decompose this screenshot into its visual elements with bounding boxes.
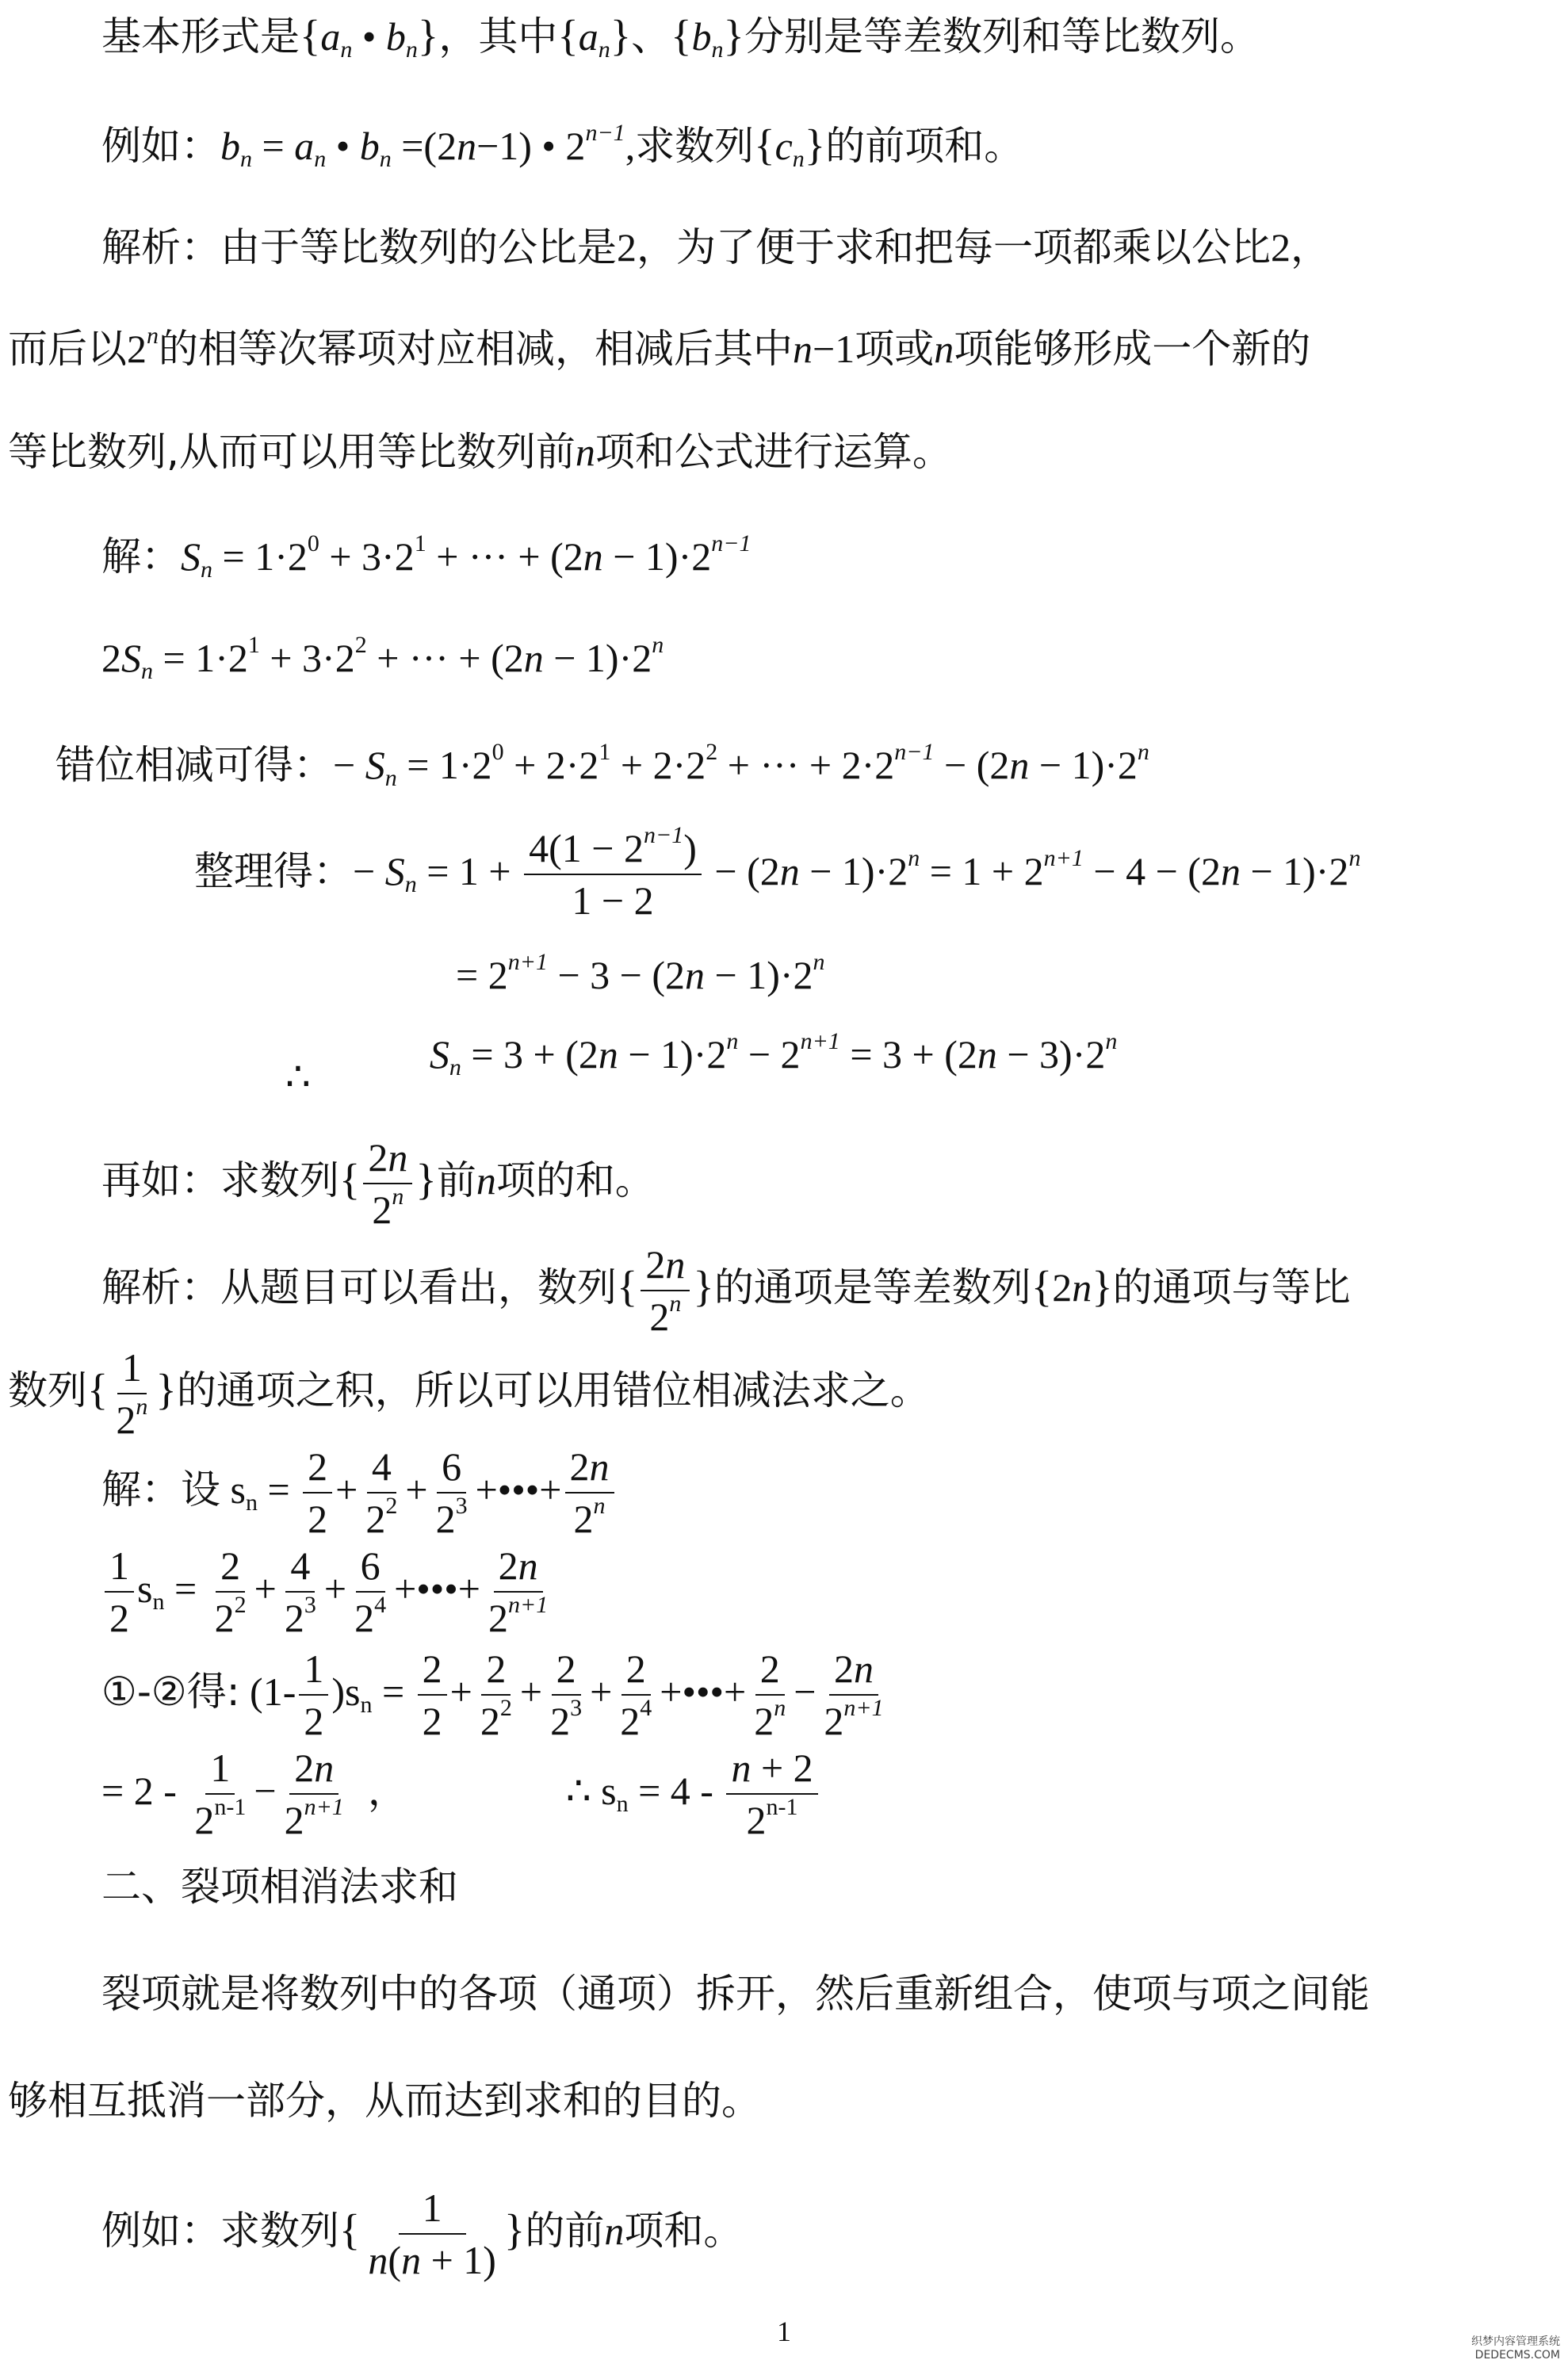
watermark-line-2: DEDECMS.COM [1474,2348,1560,2362]
solution-1-line-6: ∴ $S_n = 3 + (2n - 1)\cdot 2^n - 2^{n+1} = 3 + (2n - 3)\cdot 2^n$ [285,1028,1118,1100]
solution-1-line-1: 解：$S_n = 1\cdot 2^0 + 3\cdot 2^1$ + ··· + $(2n - 1)\cdot 2^{n-1}$ [101,530,751,583]
watermark-line-1: 织梦内容管理系统 [1471,2335,1560,2348]
solution-2-line-4: = 2 - $\frac{1}{2^{n-1}}$ − $\frac{2n}{2^{n+1}}$ ， ∴ $s_n = 4$ - $\frac{n + 2}{2^{n-1}}$ [101,1744,821,1844]
therefore-symbol: ∴ [285,1054,311,1100]
watermark-logo [1471,2335,1560,2362]
solution-2-line-1: 解：设 $s_n$ = $\frac{2}{2}$ + $\frac{4}{2^2}$ + $\frac{6}{2^3}$ +•••+ $\frac{2n}{2^n}$ [101,1443,618,1543]
analysis-1-line-1: 解析：由于等比数列的公比是2，为了便于求和把每一项都乘以公比2， [101,224,1330,270]
section-2-paragraph-2: 够相互抵消一部分，从而达到求和的目的。 [8,2078,761,2124]
analysis-1-line-3: 等比数列,从而可以用等比数列前n项和公式进行运算。 [8,429,952,475]
solution-2-line-2: $\frac{1}{2}$ $s_n$ = $\frac{2}{2^2}$ + $\frac{4}{2^3}$ + $\frac{6}{2^4}$ +•••+ $\frac{2n}{2^{n+1}}$ [101,1542,556,1642]
analysis-1-line-2: 而后以2$^n$的相等次幂项对应相减，相减后其中n−1项或n项能够形成一个新的 [8,323,1311,372]
section-2-paragraph-1: 裂项就是将数列中的各项（通项）拆开，然后重新组合，使项与项之间能 [101,1971,1370,2017]
solution-2-line-3: ①-②得: (1- $\frac{1}{2}$ )$s_n$ = $\frac{2}{2}$ + $\frac{2}{2^2}$ + $\frac{2}{2^3}$ + $\frac{2}{2^4}$ +•••+ $\frac{2}{2^n}$ − $\frac{2n}{2^{n+1}}$ [101,1646,884,1743]
analysis-2-line-1: 解析：从题目可以看出，数列{ $\frac{2n}{2^n}$ }的通项是等差数列{2n}的通项与等比 [101,1242,1351,1339]
page-number: 1 [777,2316,791,2347]
therefore-symbol-2: ∴ [565,1768,591,1814]
analysis-2-line-2: 数列{ $\frac{1}{2^n}$ }的通项之积，所以可以用错位相减法求之。 [8,1345,930,1442]
example-2-line: 再如：求数列{ $\frac{2n}{2^n}$ }前n项的和。 [101,1135,655,1232]
solution-1-line-2: $2S_n = 1\cdot 2^1 + 3\cdot 2^2$ + ··· + $(2n - 1)\cdot 2^n$ [101,632,664,684]
example-1-line: 例如：$b_n = a_n$ • $b_n =(2n-1)$ • $2^{n-1}$,求数列$\{c_n\}$的前项和。 [101,120,1024,172]
section-2-heading: 二、裂项相消法求和 [101,1864,458,1910]
solution-1-line-5: = $2^{n+1} - 3 - (2n - 1)\cdot 2^n$ [456,949,825,997]
intro-line: 基本形式是{$a_n$ • $b_n$}，其中$\{a_n\}$、$\{b_n\}$分别是等差数列和等比数列。 [101,11,1260,63]
solution-1-line-3: 错位相减可得：− $S_n = 1\cdot 2^0 + 2\cdot 2^1 + 2\cdot 2^2$ + ··· + $2\cdot 2^{n-1} - (2n - 1)\cdot 2^n$ [55,739,1149,791]
solution-1-line-4: 整理得：− $S_n = 1$ + $\frac{4(1 - 2^{n-1})}{1 - 2}$ − $(2n - 1)\cdot 2^n = 1 + 2^{n+1} - 4 - (2n - 1)\cdot 2^n$ [194,822,1361,923]
example-3-line: 例如：求数列{ $\frac{1}{n(n + 1)}$ }的前n项和。 [101,2186,744,2282]
